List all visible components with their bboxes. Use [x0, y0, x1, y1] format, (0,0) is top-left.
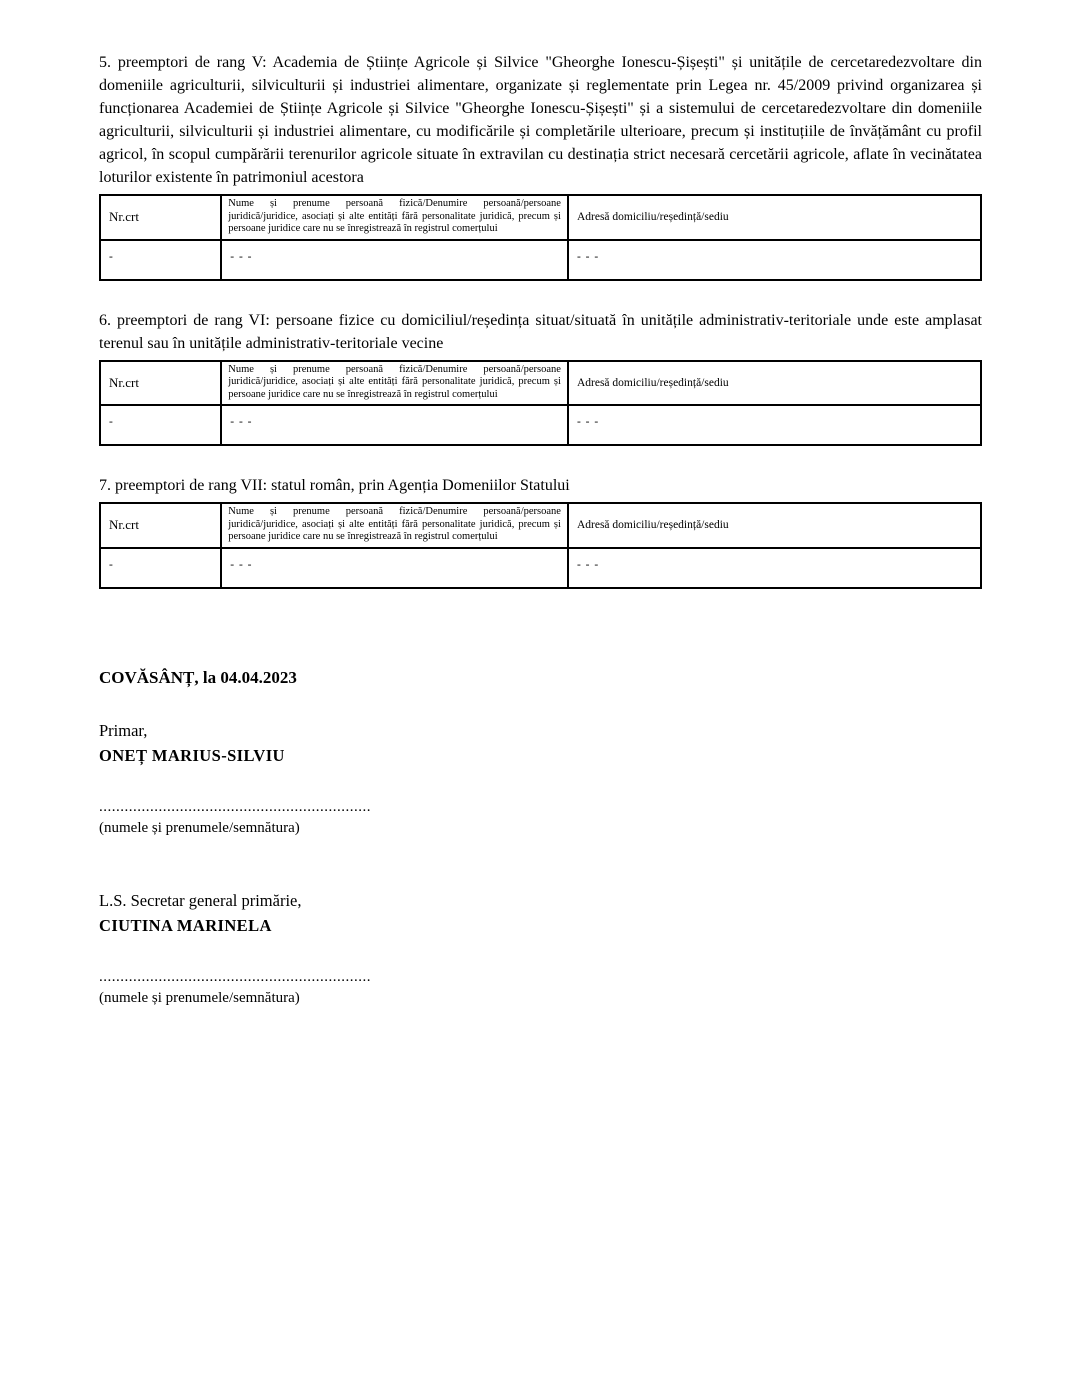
col-header-address: Adresă domiciliu/reședință/sediu	[568, 503, 981, 548]
place-date: COVĂSÂNȚ, la 04.04.2023	[99, 667, 297, 687]
signature-name-secretar: CIUTINA MARINELA	[99, 915, 272, 935]
closing-block	[99, 666, 982, 1009]
col-header-name: Nume și prenume persoană fizică/Denumire persoană/persoane juridică/juridice, asociați și alte entități fără personalitate juridică, precum și persoane juridice care nu se înregistrează în registrul comerțului	[221, 195, 568, 240]
table-header-row	[100, 361, 981, 406]
col-header-nr-crt: Nr.crt	[100, 361, 221, 406]
cell-nr-crt: -	[100, 405, 221, 445]
preemptor-rank-6-table	[99, 360, 982, 447]
cell-name: - - -	[221, 548, 568, 588]
cell-name: - - -	[221, 405, 568, 445]
signature-name-primar: ONEȚ MARIUS-SILVIU	[99, 745, 285, 765]
col-header-name: Nume și prenume persoană fizică/Denumire persoană/persoane juridică/juridice, asociați și alte entități fără personalitate juridică, precum și persoane juridice care nu se înregistrează în registrul comerțului	[221, 361, 568, 406]
cell-address: - - -	[568, 405, 981, 445]
table-row	[100, 405, 981, 445]
preemptor-rank-6-paragraph: 6. preemptori de rang VI: persoane fizice cu domiciliul/reședința situat/situată în unitățile administrativ-teritoriale unde este amplasat terenul sau în unitățile administrativ-teritoriale vecine	[99, 311, 982, 352]
signature-caption: (numele și prenumele/semnătura)	[99, 989, 300, 1006]
cell-nr-crt: -	[100, 240, 221, 280]
preemptor-rank-7-paragraph: 7. preemptori de rang VII: statul român, prin Agenția Domeniilor Statului	[99, 477, 570, 494]
table-row	[100, 548, 981, 588]
col-header-address: Adresă domiciliu/reședință/sediu	[568, 361, 981, 406]
preemptor-rank-7-table	[99, 502, 982, 589]
preemptor-rank-5-table	[99, 194, 982, 281]
table-header-row	[100, 195, 981, 240]
cell-address: - - -	[568, 240, 981, 280]
signature-caption: (numele și prenumele/semnătura)	[99, 819, 300, 836]
cell-address: - - -	[568, 548, 981, 588]
cell-name: - - -	[221, 240, 568, 280]
col-header-address: Adresă domiciliu/reședință/sediu	[568, 195, 981, 240]
table-header-row	[100, 503, 981, 548]
signature-role-secretar: L.S. Secretar general primărie,	[99, 890, 302, 910]
col-header-name: Nume și prenume persoană fizică/Denumire persoană/persoane juridică/juridice, asociați și alte entități fără personalitate juridică, precum și persoane juridice care nu se înregistrează în registrul comerțului	[221, 503, 568, 548]
col-header-nr-crt: Nr.crt	[100, 503, 221, 548]
table-row	[100, 240, 981, 280]
preemptor-rank-5-paragraph: 5. preemptori de rang V: Academia de Științe Agricole și Silvice "Gheorghe Ionescu-Șișești" și unitățile de cercetaredezvoltare din domeniile agriculturii, silviculturii și industriei alimentare, organizate și reglementate prin Legea nr. 45/2009 privind organizarea și funcționarea Academiei de Științe Agricole și Silvice "Gheorghe Ionescu-Șișești" și a sistemului de cercetaredezvoltare din domeniile agriculturii, silviculturii și industriei alimentare, cu modificările și completările ulterioare, precum și instituțiile de învățământ cu profil agricol, în scopul cumpărării terenurilor agricole situate în extravilan cu destinația strict necesară cercetării agricole, aflate în vecinătatea loturilor existente în patrimoniul acestora	[99, 54, 982, 186]
signature-role-primar: Primar,	[99, 720, 148, 740]
signature-dotted-line: ................................................................	[99, 798, 371, 815]
cell-nr-crt: -	[100, 548, 221, 588]
signature-dotted-line: ................................................................	[99, 968, 371, 985]
col-header-nr-crt: Nr.crt	[100, 195, 221, 240]
